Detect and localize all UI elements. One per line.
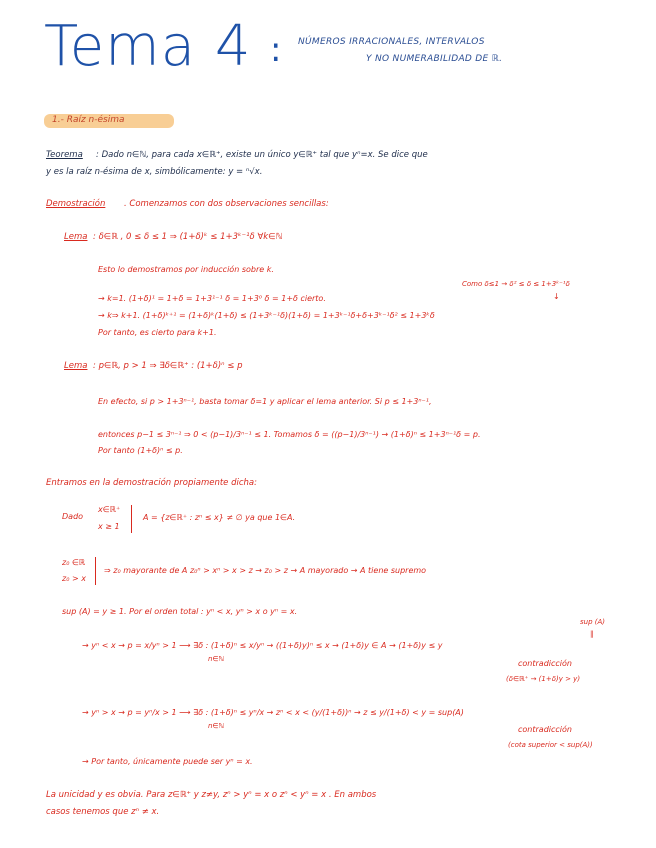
lema2-line-1: En efecto, si p > 1+3ⁿ⁻¹, basta tomar δ=1 y aplicar el lema anterior. Si p ≤ 1+3ⁿ⁻¹,	[98, 397, 432, 406]
unicidad-line-1: La unicidad y es obvia. Para z∈ℝ⁺ y z≠y, zⁿ > yⁿ = x o zⁿ < yⁿ = x . En ambos	[46, 790, 377, 800]
page-title: Tema 4	[44, 14, 252, 79]
entramos-line: Entramos en la demostración propiamente dicha:	[46, 478, 257, 488]
lema1-text: : δ∈ℝ , 0 ≤ δ ≤ 1 ⇒ (1+δ)ᵏ ≤ 1+3ᵏ⁻¹δ ∀k∈ℕ	[93, 232, 283, 242]
case2-under: n∈ℕ	[208, 722, 225, 730]
teorema-label: Teorema	[46, 150, 83, 160]
lema2-label: Lema	[64, 361, 88, 371]
por-tanto-1: Por tanto, es cierto para k+1.	[98, 328, 217, 337]
case1-under: n∈ℕ	[208, 655, 225, 663]
subtitle-line-2: Y NO NUMERABILIDAD DE ℝ.	[366, 54, 503, 64]
lema2-text: : p∈ℝ, p > 1 ⇒ ∃δ∈ℝ⁺ : (1+δ)ⁿ ≤ p	[93, 361, 243, 371]
lema2-line-2: entonces p−1 ≤ 3ⁿ⁻¹ ⇒ 0 < (p−1)/3ⁿ⁻¹ ≤ 1. Tomamos δ = ((p−1)/3ⁿ⁻¹) → (1+δ)ⁿ ≤ 1+3ⁿ⁻¹δ = p.	[98, 430, 481, 439]
side-note-arrow: ↓	[553, 292, 560, 301]
case1-eq: ‖	[590, 630, 594, 638]
kstep-line: → k⇒ k+1. (1+δ)ᵏ⁺¹ = (1+δ)ᵏ(1+δ) ≤ (1+3ᵏ⁻¹δ)(1+δ) = 1+3ᵏ⁻¹δ+δ+3ᵏ⁻¹δ² ≤ 1+3ᵏδ	[98, 311, 435, 320]
case1-sup: sup (A)	[580, 618, 606, 626]
dado-cond-1: x∈ℝ⁺	[98, 505, 121, 514]
contradiccion-1-note: (δ∈ℝ⁺ → (1+δ)y > y)	[506, 675, 581, 683]
lema1-label: Lema	[64, 232, 88, 242]
subtitle-line-1: NÚMEROS IRRACIONALES, INTERVALOS	[298, 37, 485, 47]
z0-text: ⇒ z₀ mayorante de A z₀ⁿ > xⁿ > x > z → z₀ > z → A mayorado → A tiene supremo	[104, 566, 427, 575]
dado-label: Dado	[62, 512, 84, 521]
contradiccion-1: contradicción	[518, 659, 572, 668]
contradiccion-2: contradicción	[518, 725, 572, 734]
lema2-line-3: Por tanto (1+δ)ⁿ ≤ p.	[98, 446, 183, 455]
unicidad-line-2: casos tenemos que zⁿ ≠ x.	[46, 807, 160, 817]
por-tanto-2: → Por tanto, únicamente puede ser yⁿ = x.	[82, 757, 253, 766]
z0-cond-1: z₀ ∈ℝ	[62, 558, 86, 567]
side-note: Como δ≤1 → δ² ≤ δ ≤ 1+3ᵏ⁻¹δ	[462, 280, 570, 288]
demostracion-label: Demostración	[46, 199, 106, 209]
teorema-line-1: : Dado n∈ℕ, para cada x∈ℝ⁺, existe un único y∈ℝ⁺ tal que yⁿ=x. Se dice que	[96, 150, 428, 160]
contradiccion-2-note: (cota superior < sup(A))	[508, 741, 593, 749]
z0-brace	[95, 557, 102, 585]
dado-cond-2: x ≥ 1	[98, 522, 120, 531]
dado-brace	[131, 505, 138, 533]
section-heading: 1.- Raíz n-ésima	[52, 115, 125, 125]
lema1-proof-intro: Esto lo demostramos por inducción sobre k.	[98, 265, 274, 274]
teorema-line-2: y es la raíz n-ésima de x, simbólicamente: y = ⁿ√x.	[46, 167, 263, 177]
z0-cond-2: z₀ > x	[62, 574, 86, 583]
k1-line: → k=1. (1+δ)¹ = 1+δ = 1+3¹⁻¹ δ = 1+3⁰ δ = 1+δ cierto.	[98, 294, 326, 303]
sup-line: sup (A) = y ≥ 1. Por el orden total : yⁿ < x, yⁿ > x o yⁿ = x.	[62, 607, 298, 616]
title-colon: :	[270, 30, 282, 70]
dado-set: A = {z∈ℝ⁺ : zⁿ ≤ x} ≠ ∅ ya que 1∈A.	[143, 513, 296, 522]
case1-line: → yⁿ < x → p = x/yⁿ > 1 ⟶ ∃δ : (1+δ)ⁿ ≤ x/yⁿ → ((1+δ)y)ⁿ ≤ x → (1+δ)y ∈ A → (1+δ)y ≤ y	[82, 641, 443, 650]
case2-line: → yⁿ > x → p = yⁿ/x > 1 ⟶ ∃δ : (1+δ)ⁿ ≤ yⁿ/x → zⁿ < x < (y/(1+δ))ⁿ → z ≤ y/(1+δ) < y = sup(A)	[82, 708, 464, 717]
demostracion-text: . Comenzamos con dos observaciones sencillas:	[124, 199, 329, 209]
